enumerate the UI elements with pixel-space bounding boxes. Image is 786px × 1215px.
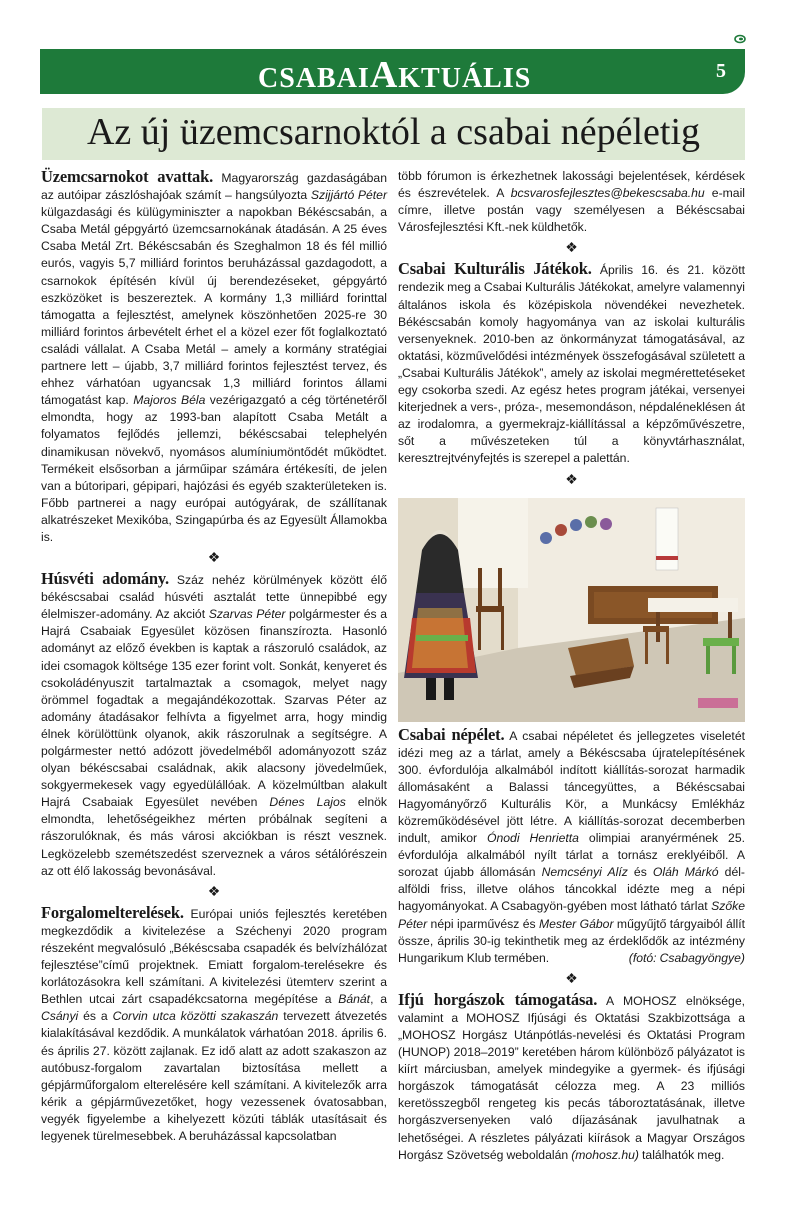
article-text: polgármester és a Hajrá Csabaiak Egyesület közösen finanszírozta. Hasonló adományt az előző években is kaptak a rászoruló családok, az idei csomagok költsége 135 ezer forint volt. Sonkát, kenyeret és csokoládényuszit tartalmaztak a csomagok, melyet nagy örömmel fogadtak a megajándékozottak. Szarvas Péter az adomány átadásakor felhívta a figyelmet arra, hogy mindig élnek körülöttünk olyanok, akik rászorulnak a segítségre. A polgármester nettó adózott jövedelméből adományozott száz olyan békéscsabai családnak, akik alacsony jövedelműek, sokgyermekesek vagy egyedülállóak. A közelmúltban alakult Hajrá Csabaiak Egyesület nevében <box>41 607 387 810</box>
article-folk-life-lead: Csabai népélet. <box>398 724 505 744</box>
article-folk-life <box>398 726 745 967</box>
photo-illustration <box>398 498 745 722</box>
section-title <box>258 53 531 97</box>
left-column <box>41 168 387 1145</box>
article-text: találhatók meg. <box>638 1147 725 1162</box>
article-text: több fórumon is érkezhetnek lakossági bejelentések, kérdések és észrevételek. A <box>398 169 745 201</box>
article-text: A csabai népéletet és jellegzetes viseletét idézi meg az a tárlat, amely a Békéscsaba újratelepítésének 300. évfordulója alkalmából indított kiállítás-sorozat harmadik állomásaként a Balassi táncegyüttes, a Békéscsabai Hagyományőrző Kulturális Kör, a Munkácsy Emlékház közreműködésével jött létre. A kiállítás-sorozat decemberben indult, amikor <box>398 728 745 846</box>
article-text: dél-alföldi friss, illetve oláhos táncokkal idézte meg a népi hagyományokat. A Csabagyön-gyében most látható tárlat <box>398 865 745 914</box>
article-factory <box>41 168 387 546</box>
article-text: Európai uniós fejlesztés keretében megkezdődik a kivitelezése a Széchenyi 2020 program részeként megvalósuló „Békéscsaba csapadék és belvízhálózat fejlesztése”című projektnek. Emiatt forgalom-terelésekre és korlátozásokra kell számítani. A kivitelezési ütemterv szerint a Bethlen utcai zárt csapadékcsatorna megépítése a <box>41 906 387 1007</box>
article-traffic-continued <box>398 168 745 236</box>
article-text: műgyűjtő tárgyaiból állít össze, április 30-ig tekinthetik meg az érdeklődők az intézmény Hungarikum Klub termében. <box>398 916 745 965</box>
divider-ornament: ❖ <box>565 239 578 256</box>
folk-interior-photo <box>398 498 745 722</box>
person-name: Szijjártó Péter <box>310 188 388 203</box>
article-text: e-mail címre, illetve postán vagy személyesen a Békéscsabai Városfejlesztési Kft.-nek küldhetők. <box>398 186 745 235</box>
section-title-rest: KTUÁLIS <box>398 63 532 94</box>
person-name: Szarvas Péter <box>208 607 286 622</box>
page-number: 5 <box>716 60 726 82</box>
street-name: Csányi <box>41 1009 79 1024</box>
person-name: Nemcsényi Alíz <box>541 865 628 880</box>
divider-ornament: ❖ <box>207 549 221 566</box>
article-text: Száz nehéz körülmények között élő békéscsabai család húsvéti asztalát tette ünnepibbé egy élelmiszer-adomány. Az akciót <box>41 573 387 622</box>
section-title-prefix: CSABAI <box>258 63 370 94</box>
street-name: Corvin utca közötti szakaszán <box>112 1009 279 1024</box>
page-headline: Az új üzemcsarnoktól a csabai népéletig <box>86 111 701 153</box>
article-text: vezérigazgató a cég történetéről elmondta, hogy az 1993-ban alapított Csaba Metált a folyamatos fejlődés jellemzi, békéscsabai telephelyén dinamikusan növekvő, nyomásos alumíniumöntődét működtet. Termékeit elsősorban a járműipar számára értékesíti, de jelen van a bútoripari, gépipari, hajózási és egyéb szakterületeken is. Főbb partnerei a nagy európai autógyárak, de szállítanak alkatrészeket Mexikóba, Szingapúrba és az Egyesült Államokba is. <box>41 393 388 544</box>
person-name: Szőke Péter <box>398 899 745 931</box>
article-text: és a <box>78 1009 113 1024</box>
article-text: Magyarország gazdaságában az autóipar zászlóshajóak számít – hangsúlyozta <box>41 171 387 203</box>
person-name: Mester Gábor <box>538 916 614 931</box>
article-culture-games-lead: Csabai Kulturális Játékok. <box>398 259 592 279</box>
swirl-icon <box>734 34 746 44</box>
article-text: tervezett átvezetés kialakításával kezdődik. A munkálatok várhatóan 2018. április 6. és április 27. között zajlanak. Ez idő alatt az adott szakaszon az autóbusz-forgalom zavartalan biztosítása mellett a gépjárműforgalom elterelésére kell számítani. A kivitelezők arra kérik a gépjárművezetőket, hogy vezessenek óvatosabban, vegyék figyelembe a kihelyezett közúti táblák utasításait és legyenek türelmesebbek. A beruházással kapcsolatban <box>41 1009 387 1143</box>
website-reference: (mohosz.hu) <box>571 1147 639 1162</box>
article-culture-games <box>398 260 745 467</box>
article-text: A MOHOSZ elnöksége, valamint a MOHOSZ Ifjúsági és Oktatási Szakbizottsága a „MOHOSZ Horgász Utánpótlás-nevelési és Oktatási Program (HUNOP) 2018–2019” keretében három különböző pályázatot is kiírt márciusban, amelyek mindegyike a gyermek- és ifjúsági horgászok támogatását célozza meg. A 23 milliós keretösszegből rengeteg kis pecás táboroztatásának, illetve horgászversenyeken való díjazásának javulhatnak a lehetőségei. A részletes pályázati kiírások a Magyar Országos Horgász Szövetség weboldalán <box>398 993 745 1162</box>
article-text: elnök elmondta, lehetőségeikhez mérten próbálnak segíteni a rászorulóknak, és más városi akciókban is részt vesznek. Legközelebb szemétszedést szerveznek a város sétálórészein az ott élő lakosság bevonásával. <box>41 795 388 878</box>
divider-ornament: ❖ <box>207 882 221 899</box>
article-text: olimpiai aranyérmének 25. évfordulója alkalmából nyílt tárlat a tornász ereklyéiből. A sorozat újabb állomásán <box>398 831 745 880</box>
section-title-initial: A <box>369 54 399 96</box>
article-factory-lead: Üzemcsarnokot avattak. <box>41 167 213 186</box>
article-easter-lead: Húsvéti adomány. <box>41 569 169 589</box>
article-text: külgazdasági és külügyminiszter a napokban Békéscsabán, a Csaba Metál gépgyártó üzemcsarnokának átadásán. A 25 éves Csaba Metál Zrt. Békéscsabán és Szeghalmon 18 és fél millió eurós, vagyis 5,7 milliárd forintos beruházással gazdagodott, a csarnokok építésén kívül új berendezéseket, gépgyártó eszközöket is beszereztek. A kormány 1,3 milliárd forinttal támogatta a fejlesztést, amelynek köszönhetően 2025-re 30 milliárd forintos árbevételt érhet el a közel ezer főt foglalkoztató családi vállalat. A Csaba Metál – amely a kormány stratégiai partnere lett – újabb, 3,7 milliárd forintos fejlesztést tervez, és ehhez várhatóan ugyancsak 1,3 milliárd forintos állami támogatást kap. <box>41 205 387 408</box>
photo-credit: (fotó: Csabagyöngye) <box>628 950 745 965</box>
article-text: , a <box>370 992 387 1007</box>
person-name: Oláh Márkó <box>652 865 719 880</box>
article-easter <box>41 570 387 880</box>
person-name: Dénes Lajos <box>269 795 346 810</box>
right-column <box>398 168 745 1164</box>
article-young-anglers-lead: Ifjú horgászok támogatása. <box>398 989 598 1009</box>
email-address: bcsvarosfejlesztes@bekescsaba.hu <box>510 186 705 201</box>
article-traffic-lead: Forgalomelterelések. <box>41 902 184 922</box>
article-text: Április 16. és 21. között rendezik meg a Csabai Kulturális Játékokat, amelyre valamennyi általános iskola és középiskola növendékei nevezhetek. Békéscsabán komoly hagyománya van az iskolai kulturális versenyeknek. 2010-ben az önkormányzat támogatásával, az oktatási, közművelődési intézmények összefogásával született a „Csabai Kulturális Játékok”, amely az iskolai megmérettetéseket egy csokorba szedi. Az egész hetes program játékai, versenyei kiterjednek a vers-, próza-, mesemondáson, népdaléneklésen át az irodalomra, a gyermekrajz-kiállítással a képzőművészetre, sőt a művészeteken túl a könyvtárhasználat, keresztrejtvényfejtés is szerepel a palettán. <box>398 263 746 466</box>
person-name: Ónodi Henrietta <box>487 831 579 846</box>
article-young-anglers <box>398 991 745 1164</box>
article-text: népi iparművész és <box>427 916 539 931</box>
person-name: Majoros Béla <box>133 393 206 408</box>
divider-ornament: ❖ <box>565 470 578 487</box>
article-text: és <box>627 865 653 880</box>
divider-ornament: ❖ <box>565 969 578 986</box>
street-name: Bánát <box>338 992 371 1007</box>
article-traffic <box>41 904 387 1145</box>
